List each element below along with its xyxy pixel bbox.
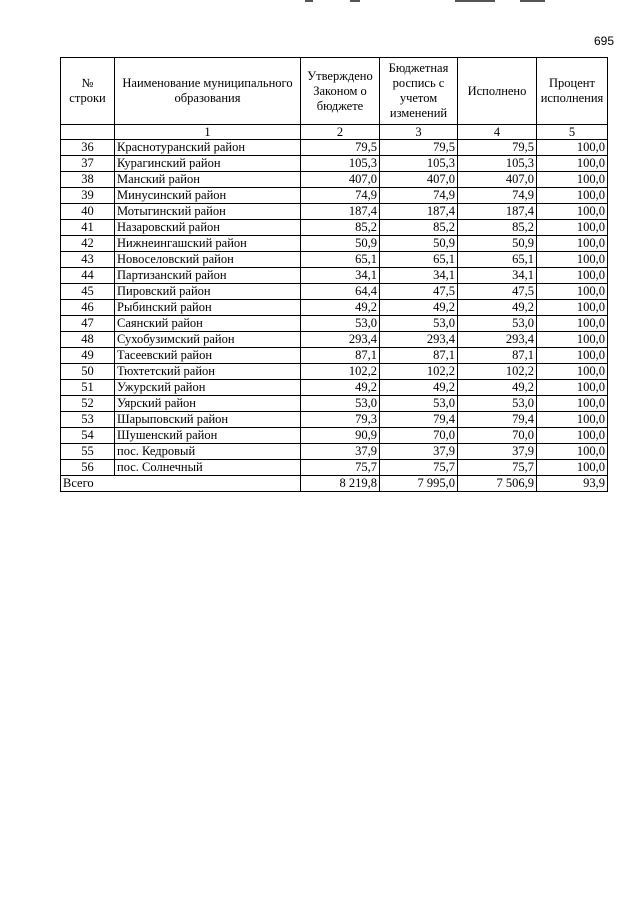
municipality-name: Нижнеингашский район xyxy=(115,236,301,252)
schedule-value: 34,1 xyxy=(380,268,458,284)
total-executed: 7 506,9 xyxy=(458,476,537,492)
percent-value: 100,0 xyxy=(537,412,608,428)
approved-value: 75,7 xyxy=(301,460,380,476)
executed-value: 79,4 xyxy=(458,412,537,428)
percent-value: 100,0 xyxy=(537,252,608,268)
table-row xyxy=(61,364,608,380)
executed-value: 293,4 xyxy=(458,332,537,348)
schedule-value: 53,0 xyxy=(380,396,458,412)
row-number: 43 xyxy=(61,252,115,268)
executed-value: 75,7 xyxy=(458,460,537,476)
percent-value: 100,0 xyxy=(537,316,608,332)
municipality-name: пос. Солнечный xyxy=(115,460,301,476)
executed-value: 105,3 xyxy=(458,156,537,172)
schedule-value: 85,2 xyxy=(380,220,458,236)
row-number: 47 xyxy=(61,316,115,332)
approved-value: 407,0 xyxy=(301,172,380,188)
percent-value: 100,0 xyxy=(537,236,608,252)
municipality-name: Шушенский район xyxy=(115,428,301,444)
row-number: 38 xyxy=(61,172,115,188)
schedule-value: 70,0 xyxy=(380,428,458,444)
approved-value: 79,3 xyxy=(301,412,380,428)
municipality-name: Мотыгинский район xyxy=(115,204,301,220)
column-number: 2 xyxy=(301,125,380,140)
approved-value: 53,0 xyxy=(301,396,380,412)
approved-value: 65,1 xyxy=(301,252,380,268)
approved-value: 187,4 xyxy=(301,204,380,220)
approved-value: 64,4 xyxy=(301,284,380,300)
header-executed: Исполнено xyxy=(458,58,537,125)
municipality-name: Манский район xyxy=(115,172,301,188)
total-row xyxy=(61,476,608,492)
row-number: 52 xyxy=(61,396,115,412)
executed-value: 187,4 xyxy=(458,204,537,220)
column-number: 3 xyxy=(380,125,458,140)
table-row xyxy=(61,380,608,396)
municipality-name: Минусинский район xyxy=(115,188,301,204)
schedule-value: 75,7 xyxy=(380,460,458,476)
schedule-value: 187,4 xyxy=(380,204,458,220)
municipality-name: Новоселовский район xyxy=(115,252,301,268)
total-approved: 8 219,8 xyxy=(301,476,380,492)
approved-value: 90,9 xyxy=(301,428,380,444)
percent-value: 100,0 xyxy=(537,188,608,204)
row-number: 53 xyxy=(61,412,115,428)
row-number: 48 xyxy=(61,332,115,348)
executed-value: 65,1 xyxy=(458,252,537,268)
row-number: 55 xyxy=(61,444,115,460)
municipality-name: Партизанский район xyxy=(115,268,301,284)
approved-value: 37,9 xyxy=(301,444,380,460)
table-row xyxy=(61,348,608,364)
approved-value: 53,0 xyxy=(301,316,380,332)
approved-value: 49,2 xyxy=(301,380,380,396)
municipality-name: Шарыповский район xyxy=(115,412,301,428)
row-number: 40 xyxy=(61,204,115,220)
approved-value: 102,2 xyxy=(301,364,380,380)
percent-value: 100,0 xyxy=(537,428,608,444)
schedule-value: 407,0 xyxy=(380,172,458,188)
percent-value: 100,0 xyxy=(537,364,608,380)
schedule-value: 293,4 xyxy=(380,332,458,348)
approved-value: 85,2 xyxy=(301,220,380,236)
scan-mark xyxy=(305,0,313,2)
header-municipality-name: Наименование муниципального образования xyxy=(115,58,301,125)
executed-value: 74,9 xyxy=(458,188,537,204)
row-number: 50 xyxy=(61,364,115,380)
row-number: 41 xyxy=(61,220,115,236)
percent-value: 100,0 xyxy=(537,300,608,316)
municipality-name: Пировский район xyxy=(115,284,301,300)
table-row xyxy=(61,156,608,172)
header-budget-schedule: Бюджетная роспись с учетом изменений xyxy=(380,58,458,125)
total-label: Всего xyxy=(61,476,301,492)
schedule-value: 102,2 xyxy=(380,364,458,380)
percent-value: 100,0 xyxy=(537,268,608,284)
column-number: 5 xyxy=(537,125,608,140)
table-row xyxy=(61,252,608,268)
schedule-value: 87,1 xyxy=(380,348,458,364)
table-row xyxy=(61,140,608,156)
table-row xyxy=(61,172,608,188)
executed-value: 37,9 xyxy=(458,444,537,460)
header-approved: Утверждено Законом о бюджете xyxy=(301,58,380,125)
executed-value: 34,1 xyxy=(458,268,537,284)
table-row xyxy=(61,300,608,316)
table-row xyxy=(61,188,608,204)
percent-value: 100,0 xyxy=(537,220,608,236)
row-number: 37 xyxy=(61,156,115,172)
schedule-value: 65,1 xyxy=(380,252,458,268)
municipality-name: Краснотуранский район xyxy=(115,140,301,156)
municipality-name: Уярский район xyxy=(115,396,301,412)
table-row xyxy=(61,396,608,412)
table-row xyxy=(61,428,608,444)
row-number: 54 xyxy=(61,428,115,444)
percent-value: 100,0 xyxy=(537,444,608,460)
percent-value: 100,0 xyxy=(537,284,608,300)
column-number: 1 xyxy=(115,125,301,140)
row-number: 56 xyxy=(61,460,115,476)
percent-value: 100,0 xyxy=(537,140,608,156)
column-number: 4 xyxy=(458,125,537,140)
schedule-value: 105,3 xyxy=(380,156,458,172)
schedule-value: 53,0 xyxy=(380,316,458,332)
budget-execution-table xyxy=(60,57,608,492)
executed-value: 49,2 xyxy=(458,300,537,316)
row-number: 51 xyxy=(61,380,115,396)
executed-value: 50,9 xyxy=(458,236,537,252)
municipality-name: Тюхтетский район xyxy=(115,364,301,380)
schedule-value: 47,5 xyxy=(380,284,458,300)
schedule-value: 79,5 xyxy=(380,140,458,156)
table-row xyxy=(61,412,608,428)
schedule-value: 37,9 xyxy=(380,444,458,460)
column-number-blank xyxy=(61,125,115,140)
scan-mark xyxy=(520,0,545,2)
column-numbers-row xyxy=(61,125,608,140)
executed-value: 87,1 xyxy=(458,348,537,364)
executed-value: 407,0 xyxy=(458,172,537,188)
executed-value: 70,0 xyxy=(458,428,537,444)
municipality-name: Сухобузимский район xyxy=(115,332,301,348)
approved-value: 79,5 xyxy=(301,140,380,156)
municipality-name: пос. Кедровый xyxy=(115,444,301,460)
table-row xyxy=(61,444,608,460)
approved-value: 105,3 xyxy=(301,156,380,172)
approved-value: 34,1 xyxy=(301,268,380,284)
municipality-name: Курагинский район xyxy=(115,156,301,172)
schedule-value: 79,4 xyxy=(380,412,458,428)
row-number: 44 xyxy=(61,268,115,284)
header-row-number: № строки xyxy=(61,58,115,125)
page-number: 695 xyxy=(593,34,614,48)
table-body xyxy=(61,140,608,492)
row-number: 39 xyxy=(61,188,115,204)
percent-value: 100,0 xyxy=(537,396,608,412)
row-number: 49 xyxy=(61,348,115,364)
table-row xyxy=(61,220,608,236)
table-row xyxy=(61,316,608,332)
table-row xyxy=(61,236,608,252)
approved-value: 49,2 xyxy=(301,300,380,316)
percent-value: 100,0 xyxy=(537,332,608,348)
header-percent: Процент исполнения xyxy=(537,58,608,125)
schedule-value: 49,2 xyxy=(380,300,458,316)
executed-value: 79,5 xyxy=(458,140,537,156)
percent-value: 100,0 xyxy=(537,156,608,172)
percent-value: 100,0 xyxy=(537,380,608,396)
row-number: 46 xyxy=(61,300,115,316)
executed-value: 49,2 xyxy=(458,380,537,396)
scan-mark xyxy=(350,0,360,2)
municipality-name: Ужурский район xyxy=(115,380,301,396)
table-row xyxy=(61,204,608,220)
percent-value: 100,0 xyxy=(537,460,608,476)
scan-mark xyxy=(455,0,495,2)
table-row xyxy=(61,332,608,348)
executed-value: 102,2 xyxy=(458,364,537,380)
table-row xyxy=(61,268,608,284)
approved-value: 87,1 xyxy=(301,348,380,364)
percent-value: 100,0 xyxy=(537,348,608,364)
approved-value: 50,9 xyxy=(301,236,380,252)
executed-value: 53,0 xyxy=(458,396,537,412)
municipality-name: Рыбинский район xyxy=(115,300,301,316)
executed-value: 47,5 xyxy=(458,284,537,300)
schedule-value: 74,9 xyxy=(380,188,458,204)
executed-value: 85,2 xyxy=(458,220,537,236)
municipality-name: Саянский район xyxy=(115,316,301,332)
row-number: 36 xyxy=(61,140,115,156)
schedule-value: 50,9 xyxy=(380,236,458,252)
percent-value: 100,0 xyxy=(537,172,608,188)
executed-value: 53,0 xyxy=(458,316,537,332)
table-header-row xyxy=(61,58,608,125)
table-row xyxy=(61,284,608,300)
row-number: 42 xyxy=(61,236,115,252)
total-schedule: 7 995,0 xyxy=(380,476,458,492)
approved-value: 293,4 xyxy=(301,332,380,348)
municipality-name: Тасеевский район xyxy=(115,348,301,364)
percent-value: 100,0 xyxy=(537,204,608,220)
row-number: 45 xyxy=(61,284,115,300)
municipality-name: Назаровский район xyxy=(115,220,301,236)
schedule-value: 49,2 xyxy=(380,380,458,396)
total-percent: 93,9 xyxy=(537,476,608,492)
approved-value: 74,9 xyxy=(301,188,380,204)
table-row xyxy=(61,460,608,476)
